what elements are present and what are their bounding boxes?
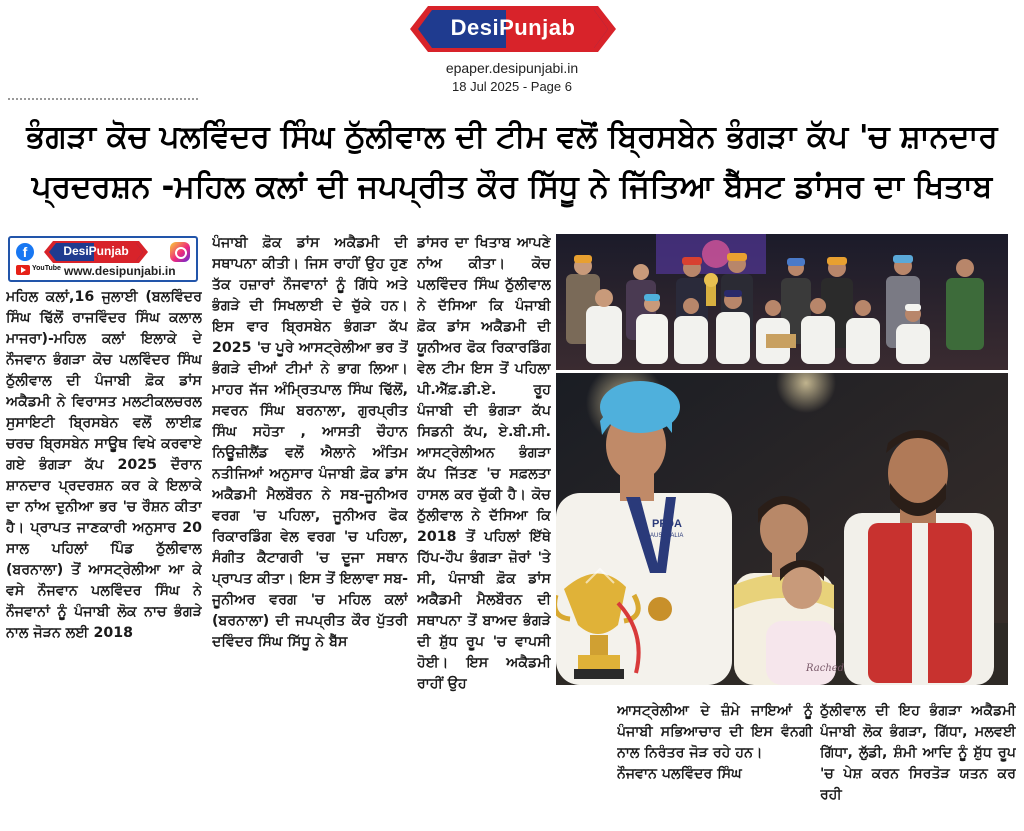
banner-url[interactable]: www.desipunjabi.in [64,264,176,278]
clipping-edge [8,98,198,106]
team-stage-photo [556,234,1008,370]
headline-line-2: ਪ੍ਰਦਰਸ਼ਨ -ਮਹਿਲ ਕਲਾਂ ਦੀ ਜਪਪ੍ਰੀਤ ਕੌਰ ਸਿੱਧੂ ਨੇ ਜਿੱਤਿਆ ਬੈੱਸਟ ਡਾਂਸਰ ਦਾ ਖਿਤਾਬ [31,169,993,205]
article-headline [8,112,1016,212]
column-4-text: ਆਸਟ੍ਰੇਲੀਆ ਦੇ ਜ਼ੰਮੇ ਜਾਇਆਂ ਨੂੰ ਪੰਜਾਬੀ ਸਭਿਆਚਾਰ ਦੀ ਇਸ ਵੰਨਗੀ ਨਾਲ ਨਿਰੰਤਰ ਜੋੜ ਰਹੇ ਹਨ। [617,703,813,761]
column-4-next-paragraph: ਨੌਜਵਾਨ ਪਲਵਿੰਦਰ ਸਿੰਘ [617,766,742,782]
article-column-3 [417,233,551,827]
article-column-1 [6,287,202,827]
issue-date-page: 18 Jul 2025 - Page 6 [452,79,572,94]
headline-line-1: ਭੰਗੜਾ ਕੋਚ ਪਲਵਿੰਦਰ ਸਿੰਘ ਠੁੱਲੀਵਾਲ ਦੀ ਟੀਮ ਵਲੋਂ ਬ੍ਰਿਸਬੇਨ ਭੰਗੜਾ ਕੱਪ 'ਚ ਸ਼ਾਨਦਾਰ [26,119,998,155]
logo-text: DesiPunjab [450,15,576,40]
social-banner[interactable] [8,236,198,282]
column-1-text: ਮਹਿਲ ਕਲਾਂ,16 ਜੁਲਾਈ (ਬਲਵਿੰਦਰ ਸਿੰਘ ਢਿੱਲੋਂ ਰਾਜਵਿੰਦਰ ਸਿੰਘ ਕਲਾਲ ਮਾਜਰਾ)-ਮਹਿਲ ਕਲਾਂ ਇਲਾਕੇ ਦੇ ਨੌਜਵਾਨ ਭੰਗੜਾ ਕੋਚ ਪਲਵਿੰਦਰ ਸਿੰਘ ਠੁੱਲੀਵਾਲ ਦੀ ਪੰਜਾਬੀ ਫ਼ੋਕ ਡਾਂਸ ਅਕੈਡਮੀ ਨੇ ਵਿਰਾਸਤ ਮਲਟੀਕਲਚਰਲ ਸੁਸਾਇਟੀ ਬ੍ਰਿਸਬੇਨ ਵਲੋਂ ਲਾਈਫ਼ ਚਰਚ ਬ੍ਰਿਸਬੇਨ ਸਾਊਥ ਵਿਖੇ ਕਰਵਾਏ ਗਏ ਭੰਗੜਾ ਕੱਪ 2025 ਦੌਰਾਨ ਸ਼ਾਨਦਾਰ ਪ੍ਰਦਰਸ਼ਨ ਕਰ ਕੇ ਇਲਾਕੇ ਦਾ ਨਾਂਅ ਦੁਨੀਆ ਭਰ 'ਚ ਰੌਸ਼ਨ ਕੀਤਾ ਹੈ। ਪ੍ਰਾਪਤ ਜਾਣਕਾਰੀ ਅਨੁਸਾਰ 20 ਸਾਲ ਪਹਿਲਾਂ ਪਿੰਡ ਠੁੱਲੀਵਾਲ (ਬਰਨਾਲਾ) ਤੋਂ ਆਸਟ੍ਰੇਲੀਆ ਆ ਕੇ ਵਸੇ ਨੌਜਵਾਨ ਪਲਵਿੰਦਰ ਸਿੰਘ ਨੇ ਨੌਜਵਾਨਾਂ ਨੂੰ ਪੰਜਾਬੀ ਲੋਕ ਨਾਚ ਭੰਗੜੇ ਨਾਲ ਜੋੜਨ ਲਈ 2018 [6,289,202,641]
team-stage-illustration [556,234,1008,370]
article-column-5 [820,701,1016,827]
jersey-subtext: AUSTRALIA [650,533,684,539]
winner-family-illustration [556,373,1008,685]
epaper-url[interactable]: epaper.desipunjabi.in [445,60,579,76]
jersey-text: PFDA [652,518,682,530]
banner-logo-text: DesiPunjab [63,244,129,258]
column-5-text: ਠੁੱਲੀਵਾਲ ਦੀ ਇਹ ਭੰਗੜਾ ਅਕੈਡਮੀ ਪੰਜਾਬੀ ਲੋਕ ਭੰਗੜਾ, ਗਿੱਧਾ, ਮਲਵਈ ਗਿੱਧਾ, ਲੁੱਡੀ, ਸ਼ੰਮੀ ਆਦਿ ਨੂੰ ਸ਼ੁੱਧ ਰੂਪ 'ਚ ਪੇਸ਼ ਕਰਨ ਸਿਰਤੋੜ ਯਤਨ ਕਰ ਰਹੀ [820,703,1016,803]
youtube-icon[interactable] [16,265,30,275]
instagram-icon[interactable] [170,242,190,262]
article-column-2 [212,233,408,827]
sweater-text: Rached [806,663,845,674]
column-3-text: ਡਾਂਸਰ ਦਾ ਖਿਤਾਬ ਆਪਣੇ ਨਾਂਅ ਕੀਤਾ। ਕੋਚ ਪਲਵਿੰਦਰ ਸਿੰਘ ਠੁੱਲੀਵਾਲ ਨੇ ਦੱਸਿਆ ਕਿ ਪੰਜਾਬੀ ਫ਼ੋਕ ਡਾਂਸ ਅਕੈਡਮੀ ਦੀ ਯੂਨੀਅਰ ਫੋਕ ਰਿਕਾਰਡਿੰਗ ਵੇਲ ਟੀਮ ਇਸ ਤੋਂ ਪਹਿਲਾ ਪੀ.ਐੱਫ਼.ਡੀ.ਏ. ਰੂਹ ਪੰਜਾਬੀ ਦੀ ਭੰਗੜਾ ਕੱਪ ਸਿਡਨੀ ਕੱਪ, ਏ.ਬੀ.ਸੀ. ਆਸਟ੍ਰੇਲੀਅਨ ਭੰਗੜਾ ਕੱਪ ਜਿੱਤਣ 'ਚ ਸਫ਼ਲਤਾ ਹਾਸਲ ਕਰ ਚੁੱਕੀ ਹੈ। ਕੋਚ ਠੁੱਲੀਵਾਲ ਨੇ ਦੱਸਿਆ ਕਿ 2018 ਤੋਂ ਪਹਿਲਾਂ ਇੱਥੇ ਹਿੱਪ-ਹੌਪ ਭੰਗੜਾ ਜ਼ੋਰਾਂ 'ਤੇ ਸੀ, ਪੰਜਾਬੀ ਫ਼ੋਕ ਡਾਂਸ ਅਕੈਡਮੀ ਮੈਲਬੌਰਨ ਦੀ ਸਥਾਪਨਾ ਤੋਂ ਬਾਅਦ ਭੰਗੜੇ ਦੀ ਸ਼ੁੱਧ ਰੂਪ 'ਚ ਵਾਪਸੀ ਹੋਈ। ਇਸ ਅਕੈਡਮੀ ਰਾਹੀਂ ਉਹ [417,235,551,692]
article-column-4 [617,701,813,827]
column-2-text: ਪੰਜਾਬੀ ਫ਼ੋਕ ਡਾਂਸ ਅਕੈਡਮੀ ਦੀ ਸਥਾਪਨਾ ਕੀਤੀ। ਜਿਸ ਰਾਹੀਂ ਉਹ ਹੁਣ ਤੱਕ ਹਜ਼ਾਰਾਂ ਨੌਜਵਾਨਾਂ ਨੂੰ ਗਿੱਧੇ ਅਤੇ ਭੰਗੜੇ ਦੀ ਸਿਖਲਾਈ ਦੇ ਚੁੱਕੇ ਹਨ। ਇਸ ਵਾਰ ਬ੍ਰਿਸਬੇਨ ਭੰਗੜਾ ਕੱਪ 2025 'ਚ ਪੂਰੇ ਆਸਟ੍ਰੇਲੀਆ ਭਰ ਤੋਂ ਭੰਗੜੇ ਦੀਆਂ ਟੀਮਾਂ ਨੇ ਭਾਗ ਲਿਆ। ਮਾਹਰ ਜੱਜ ਅੰਮ੍ਰਿਤਪਾਲ ਸਿੰਘ ਢਿੱਲੋਂ, ਸਵਰਨ ਸਿੰਘ ਬਰਨਾਲਾ, ਗੁਰਪ੍ਰੀਤ ਸਿੰਘ ਸਹੋਤਾ , ਆਸਤੀ ਚੌਹਾਨ ਨਿਊਜ਼ੀਲੈਂਡ ਵਲੋਂ ਐਲਾਨੇ ਅੰਤਿਮ ਨਤੀਜਿਆਂ ਅਨੁਸਾਰ ਪੰਜਾਬੀ ਫ਼ੋਕ ਡਾਂਸ ਅਕੈਡਮੀ ਮੈਲਬੌਰਨ ਨੇ ਸਬ-ਜੂਨੀਅਰ ਵਰਗ 'ਚ ਪਹਿਲਾ, ਜੂਨੀਅਰ ਫੋਕ ਰਿਕਾਰਡਿੰਗ ਵੇਲ ਵਰਗ 'ਚ ਪਹਿਲਾ, ਸੰਗੀਤ ਕੈਟਾਗਰੀ 'ਚ ਦੂਜਾ ਸਥਾਨ ਪ੍ਰਾਪਤ ਕੀਤਾ। ਇਸ ਤੋਂ ਇਲਾਵਾ ਸਬ-ਜੂਨੀਅਰ ਵਰਗ 'ਚ ਮਹਿਲ ਕਲਾਂ (ਬਰਨਾਲਾ) ਦੀ ਜਪਪ੍ਰੀਤ ਕੌਰ ਪੁੱਤਰੀ ਦਵਿੰਦਰ ਸਿੰਘ ਸਿੱਧੂ ਨੇ ਬੈੱਸ [212,235,408,650]
banner-logo [44,241,148,263]
winner-family-photo [556,373,1008,685]
facebook-icon[interactable]: f [16,243,34,261]
site-logo[interactable] [410,6,616,52]
youtube-label: YouTube [32,265,61,272]
masthead [0,0,1024,100]
